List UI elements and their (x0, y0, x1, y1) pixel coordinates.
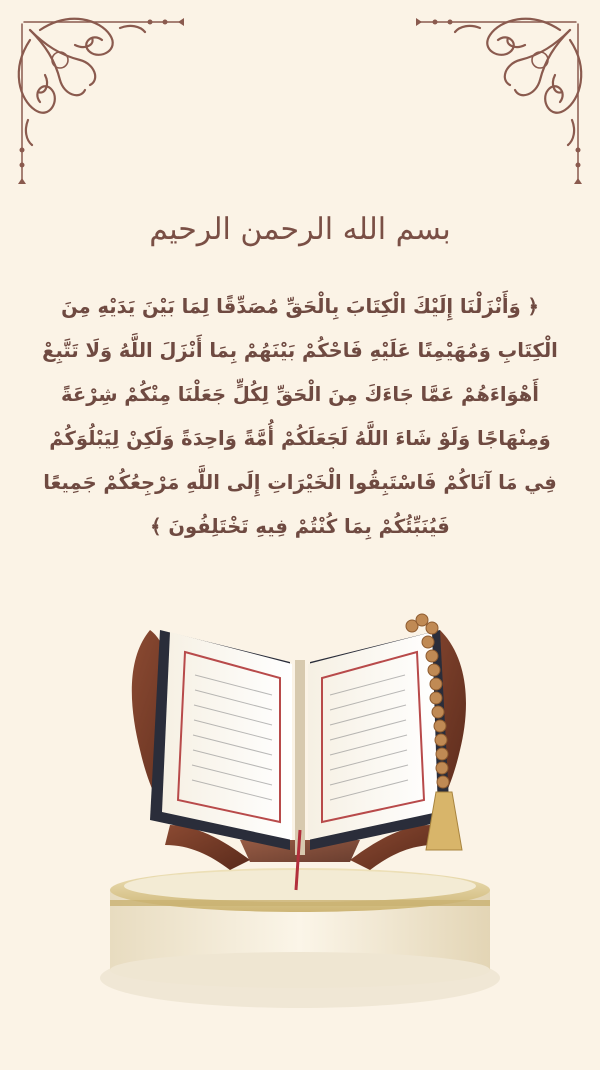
quran-verse-text: ﴿ وَأَنْزَلْنَا إِلَيْكَ الْكِتَابَ بِالْحَقِّ مُصَدِّقًا لِمَا بَيْنَ يَدَيْهِ مِنَ الْكِتَابِ وَمُهَيْمِنًا عَلَيْهِ فَاحْكُمْ بَيْنَهُمْ بِمَا أَنْزَلَ اللَّهُ وَلَا تَتَّبِعْ أَهْوَاءَهُمْ عَمَّا جَاءَكَ مِنَ الْحَقِّ لِكُلٍّ جَعَلْنَا مِنْكُمْ شِرْعَةً وَمِنْهَاجًا وَلَوْ شَاءَ اللَّهُ لَجَعَلَكُمْ أُمَّةً وَاحِدَةً وَلَكِنْ لِيَبْلُوَكُمْ فِي مَا آتَاكُمْ فَاسْتَبِقُوا الْخَيْرَاتِ إِلَى اللَّهِ مَرْجِعُكُمْ جَمِيعًا فَيُنَبِّئُكُمْ بِمَا كُنْتُمْ فِيهِ تَخْتَلِفُونَ ﴾ (42, 295, 558, 538)
basmala-heading: بسم الله الرحمن الرحيم (149, 212, 451, 247)
quran-book-icon (150, 630, 450, 890)
ornament-corner-left-icon (0, 0, 185, 185)
podium-icon (100, 868, 500, 1008)
ornament-corner-right-icon (415, 0, 600, 185)
quran-on-podium-illustration (0, 600, 600, 1070)
